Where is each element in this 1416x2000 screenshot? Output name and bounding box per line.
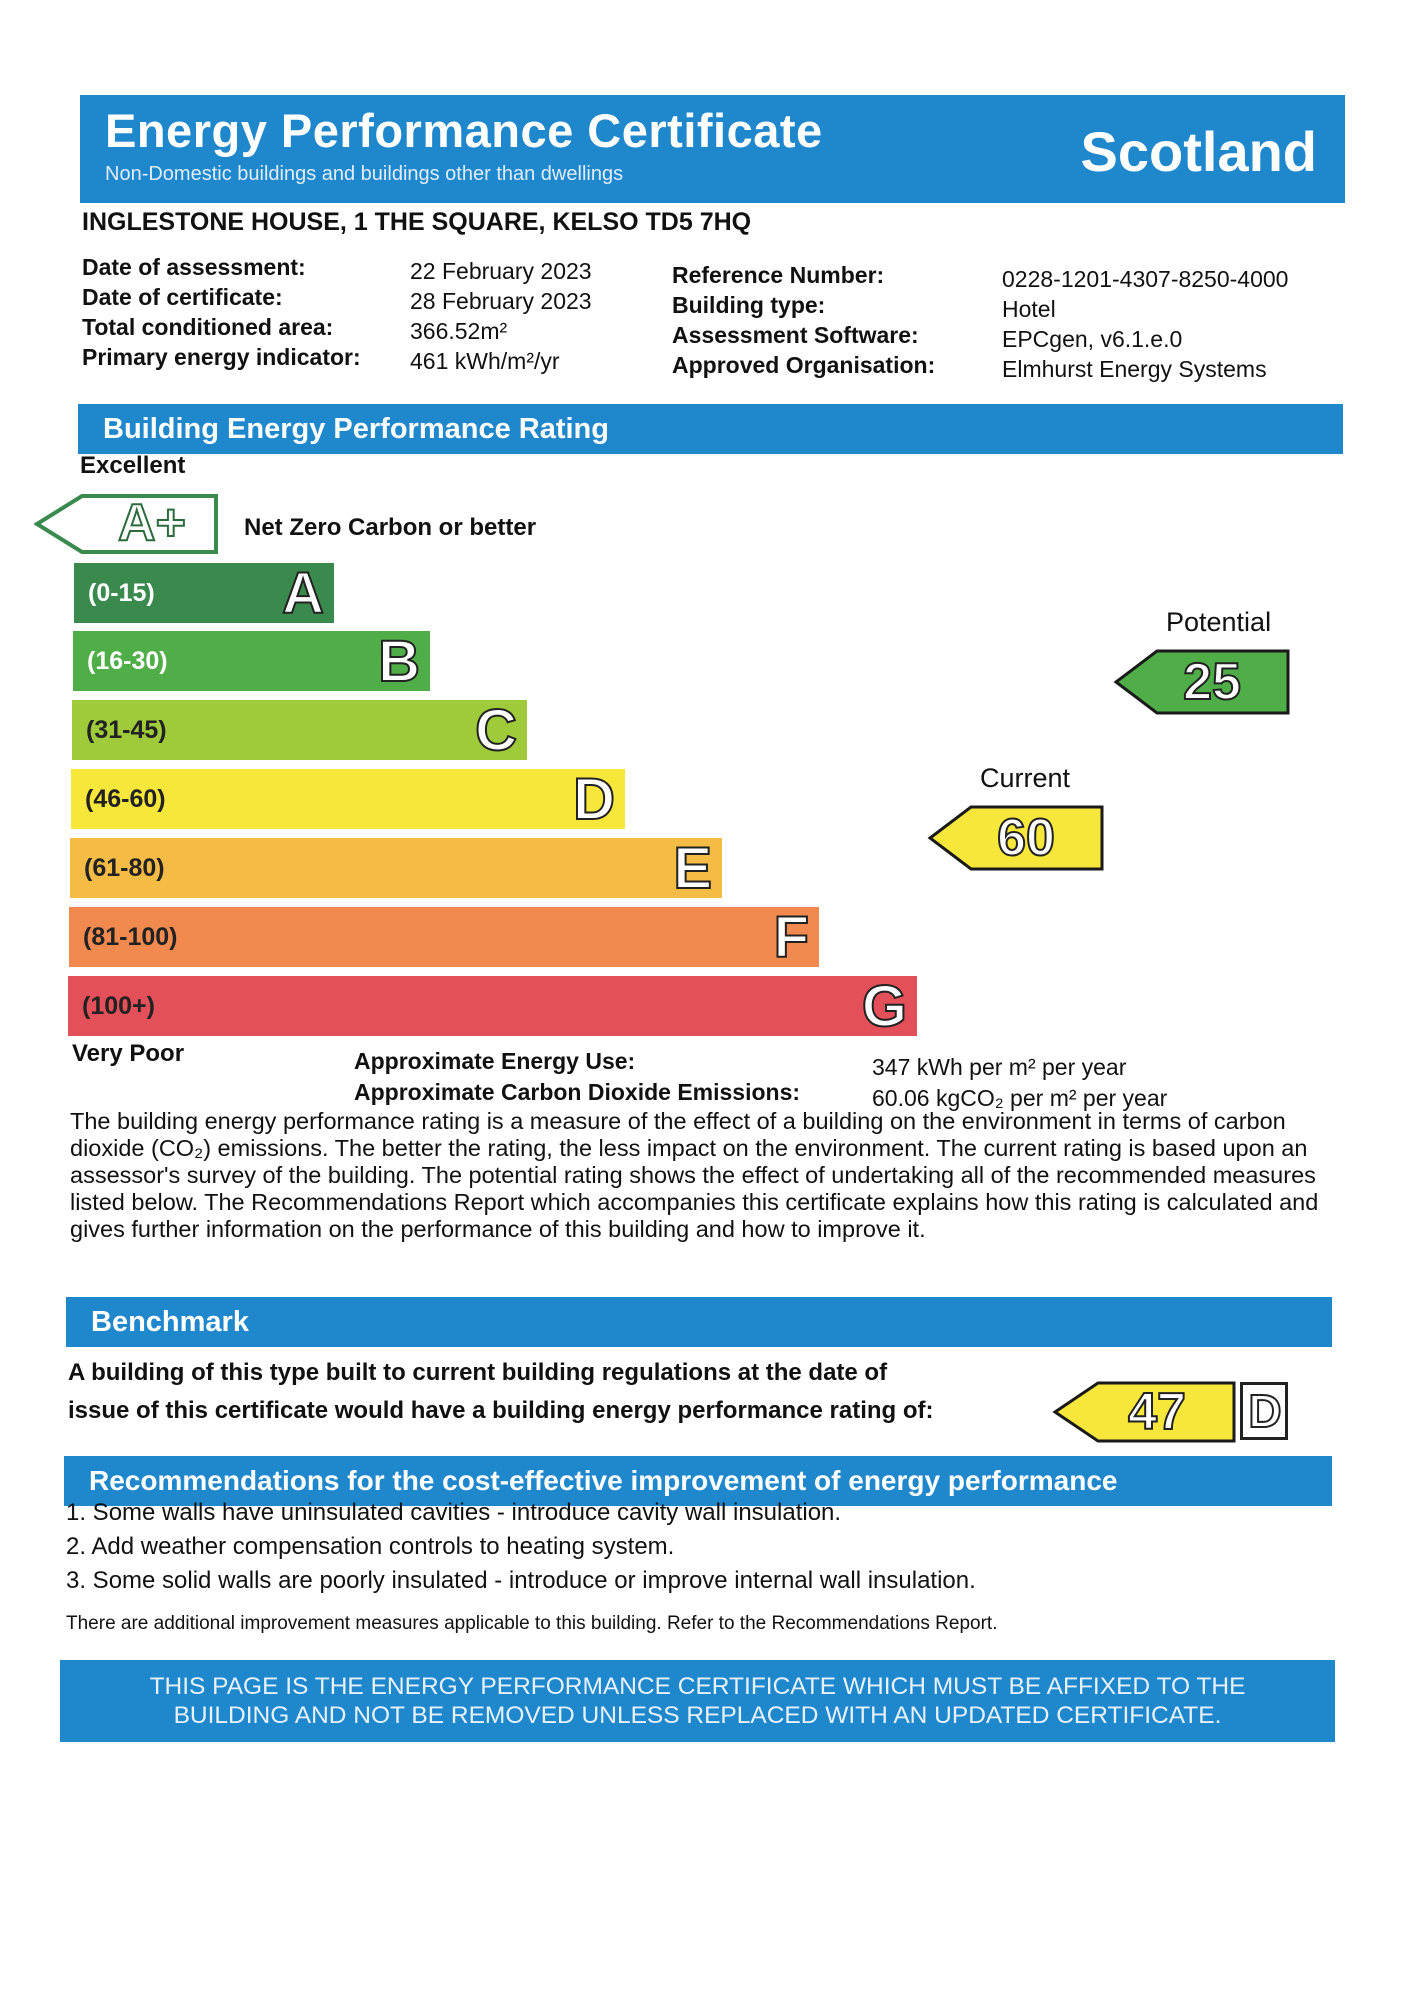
detail-value: Elmhurst Energy Systems	[1002, 356, 1267, 382]
band-a	[74, 561, 334, 626]
band-range: (46-60)	[85, 785, 166, 813]
detail-value: 366.52m²	[410, 318, 508, 344]
affix-notice-line: BUILDING AND NOT BE REMOVED UNLESS REPLACED WITH AN UPDATED CERTIFICATE.	[173, 1702, 1222, 1729]
energy-labels	[354, 1046, 800, 1108]
region-label: Scotland	[1080, 120, 1317, 183]
affix-notice	[60, 1660, 1335, 1742]
band-letter: B	[378, 629, 420, 694]
energy-use-value: 347 kWh per m² per year	[872, 1054, 1127, 1080]
details-left-labels	[82, 252, 361, 372]
detail-label: Date of assessment:	[82, 254, 306, 280]
current-rating	[927, 804, 1105, 872]
band-letter: A	[282, 561, 324, 626]
benchmark-value: 47	[1128, 1383, 1186, 1441]
detail-label: Date of certificate:	[82, 284, 283, 310]
benchmark-text-line: issue of this certificate would have a building energy performance rating of:	[68, 1397, 934, 1424]
band-b	[73, 629, 430, 694]
current-label: Current	[980, 763, 1071, 793]
benchmark-letter-box	[1240, 1382, 1288, 1440]
aplus-letter: A+	[118, 494, 186, 552]
band-range: (0-15)	[88, 579, 155, 607]
band-e	[70, 836, 722, 901]
certificate-title: Energy Performance Certificate	[105, 104, 823, 157]
band-range: (31-45)	[86, 716, 167, 744]
rating-section-header: Building Energy Performance Rating	[78, 404, 1343, 454]
affix-notice-line: THIS PAGE IS THE ENERGY PERFORMANCE CERTIFICATE WHICH MUST BE AFFIXED TO THE	[149, 1673, 1246, 1700]
certificate-header	[80, 95, 1345, 203]
detail-label: Reference Number:	[672, 262, 885, 288]
benchmark-text	[68, 1354, 934, 1430]
detail-label: Approved Organisation:	[672, 352, 936, 378]
co2-value: 60.06 kgCO₂ per m² per year	[872, 1085, 1168, 1111]
detail-label: Building type:	[672, 292, 826, 318]
co2-label: Approximate Carbon Dioxide Emissions:	[354, 1079, 801, 1105]
detail-value: Hotel	[1002, 296, 1056, 322]
detail-value: 28 February 2023	[410, 288, 592, 314]
band-letter: C	[475, 698, 517, 763]
energy-values	[872, 1052, 1167, 1114]
band-range: (16-30)	[87, 647, 168, 675]
list-item: 3. Some solid walls are poorly insulated - introduce or improve internal wall insulation.	[66, 1567, 976, 1594]
aplus-label: Net Zero Carbon or better	[244, 514, 537, 541]
benchmark-letter: D	[1248, 1385, 1282, 1437]
band-g	[68, 974, 917, 1039]
detail-value: 22 February 2023	[410, 258, 592, 284]
band-c	[72, 698, 527, 763]
recommendations-note: There are additional improvement measures applicable to this building. Refer to the Recommendations Report.	[66, 1613, 998, 1634]
detail-value: 461 kWh/m²/yr	[410, 348, 560, 374]
current-value: 60	[997, 809, 1055, 867]
excellent-label: Excellent	[80, 452, 186, 479]
energy-use-label: Approximate Energy Use:	[354, 1048, 636, 1074]
detail-label: Primary energy indicator:	[82, 344, 361, 370]
very-poor-label: Very Poor	[72, 1040, 185, 1067]
details-left-values	[410, 256, 592, 376]
recommendations-list	[66, 1496, 976, 1598]
benchmark-header: Benchmark	[66, 1297, 1332, 1347]
band-letter: G	[861, 974, 907, 1039]
detail-value: 0228-1201-4307-8250-4000	[1002, 266, 1289, 292]
band-d	[71, 767, 625, 832]
detail-label: Total conditioned area:	[82, 314, 334, 340]
aplus-band	[34, 493, 219, 555]
list-item: 2. Add weather compensation controls to heating system.	[66, 1533, 675, 1560]
potential-label: Potential	[1166, 607, 1272, 637]
potential-value: 25	[1183, 653, 1241, 711]
list-item: 1. Some walls have uninsulated cavities - introduce cavity wall insulation.	[66, 1499, 842, 1526]
band-range: (100+)	[82, 992, 155, 1020]
details-right-values	[1002, 264, 1288, 384]
rating-description: The building energy performance rating is a measure of the effect of a building on the environment in terms of carbon dioxide (CO₂) emissions. The better the rating, the less impact on the environment. The current rating is based upon an assessor's survey of the building. The potential rating shows the effect of undertaking all of the recommended measures listed below. The Recommendations Report which accompanies this certificate explains how this rating is calculated and gives further information on the performance of this building and how to improve it.	[70, 1108, 1319, 1242]
detail-label: Assessment Software:	[672, 322, 919, 348]
potential-rating	[1113, 648, 1291, 716]
band-f	[69, 905, 819, 970]
detail-value: EPCgen, v6.1.e.0	[1002, 326, 1183, 352]
recommendations-header: Recommendations for the cost-effective improvement of energy performance	[64, 1456, 1332, 1506]
band-letter: F	[773, 905, 809, 970]
band-letter: D	[573, 767, 615, 832]
property-address: INGLESTONE HOUSE, 1 THE SQUARE, KELSO TD5 7HQ	[82, 208, 752, 236]
details-right-labels	[672, 260, 935, 380]
benchmark-text-line: A building of this type built to current building regulations at the date of	[68, 1359, 888, 1386]
band-range: (61-80)	[84, 854, 165, 882]
band-range: (81-100)	[83, 923, 178, 951]
certificate-subtitle: Non-Domestic buildings and buildings other than dwellings	[105, 163, 624, 185]
benchmark-rating	[1052, 1380, 1237, 1444]
band-letter: E	[673, 836, 712, 901]
